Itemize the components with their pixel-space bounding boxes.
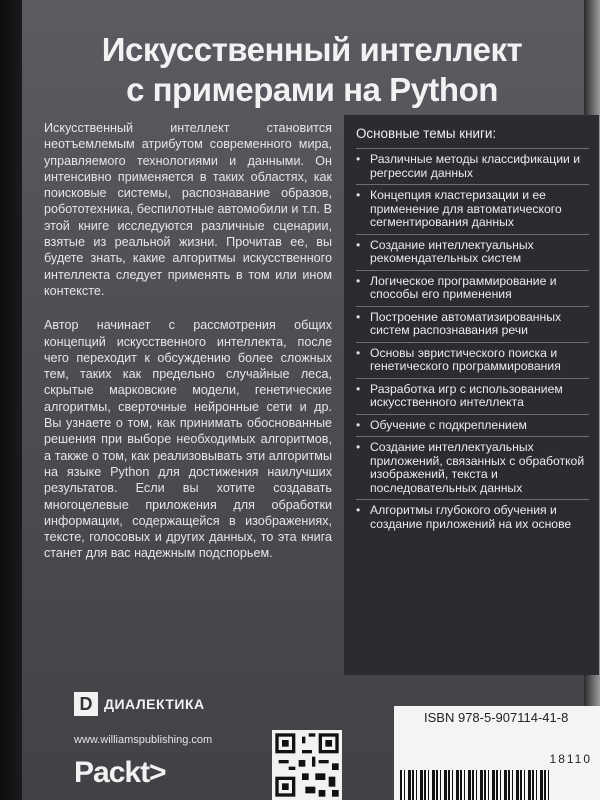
bullet-icon: • bbox=[356, 440, 361, 454]
bullet-icon: • bbox=[356, 273, 361, 288]
bullet-icon: • bbox=[356, 345, 361, 360]
topic-label: Концепция кластеризации и ее применение для автоматического сегментирования данных bbox=[370, 188, 562, 229]
topic-label: Различные методы классификации и регрессии данных bbox=[370, 152, 581, 180]
isbn-number: ISBN 978-5-907114-41-8 bbox=[424, 710, 569, 725]
topic-item bbox=[356, 378, 589, 414]
book-spine-shadow bbox=[0, 0, 22, 800]
topic-item bbox=[356, 436, 589, 499]
topics-heading: Основные темы книги: bbox=[356, 126, 497, 141]
description-paragraph-1: Искусственный интеллект становится неотъемлемым атрибутом современного мира, управляемого технологиями и данными. Он интенсивно применяется в таких областях, как поисковые системы, распознавание образов, робототехника, беспилотные автомобили и т.п. В этой книге исследуются различные сценарии, взятые из реальной жизни. Прочитав ее, вы будете знать, какие алгоритмы искусственного интеллекта следует применять в том или ином контексте. bbox=[44, 121, 332, 298]
book-title-line-1: Искусственный интеллект bbox=[101, 31, 523, 68]
book-back-cover bbox=[22, 0, 592, 800]
topic-item bbox=[356, 414, 589, 437]
topic-label: Алгоритмы глубокого обучения и создание приложений на их основе bbox=[370, 503, 572, 531]
publisher-footer bbox=[44, 678, 600, 800]
qr-code-icon bbox=[272, 730, 342, 800]
dialektika-logo-text: ДИАЛЕКТИКА bbox=[104, 696, 205, 712]
price-code: 18110 bbox=[549, 752, 592, 766]
packt-logo: Packt> bbox=[74, 756, 166, 789]
bullet-icon: • bbox=[356, 381, 361, 396]
topic-label: Разработка игр с использованием искусственного интеллекта bbox=[370, 381, 563, 409]
topic-label: Основы эвристического поиска и генетического программирования bbox=[370, 345, 561, 373]
topic-item bbox=[356, 234, 589, 270]
publisher-website: www.williamspublishing.com bbox=[74, 734, 213, 746]
topic-item bbox=[356, 184, 589, 234]
topic-item bbox=[356, 499, 589, 535]
topic-item bbox=[356, 270, 589, 306]
topic-label: Создание интеллектуальных рекомендательных систем bbox=[370, 237, 534, 265]
topic-item bbox=[356, 342, 589, 378]
bullet-icon: • bbox=[356, 237, 361, 252]
topic-item bbox=[356, 306, 589, 342]
bullet-icon: • bbox=[356, 188, 361, 202]
book-title-line-2: с примерами на Python bbox=[126, 71, 498, 108]
isbn-barcode-panel bbox=[394, 706, 600, 800]
book-description bbox=[44, 120, 332, 580]
topic-label: Логическое программирование и способы его применения bbox=[370, 273, 557, 301]
topics-panel bbox=[344, 115, 599, 675]
dialektika-logo bbox=[74, 692, 205, 716]
book-title bbox=[52, 30, 572, 110]
description-paragraph-2: Автор начинает с рассмотрения общих концепций искусственного интеллекта, после чего переходит к обсуждению более сложных тем, таких как предельно случайные леса, скрытые марковские модели, генетические алгоритмы, сверточные нейронные сети и др. Вы узнаете о том, как принимать обоснованные решения при выборе необходимых алгоритмов, а также о том, как реализовывать эти алгоритмы на языке Python для достижения наилучших результатов. Если вы хотите создавать многоцелевые приложения для обработки информации, содержащейся в изображениях, тексте, голосовых и других данных, то эта книга станет для вас надежным подспорьем. bbox=[44, 318, 332, 561]
bullet-icon: • bbox=[356, 503, 361, 517]
barcode-icon bbox=[400, 770, 550, 800]
topic-label: Построение автоматизированных систем распознавания речи bbox=[370, 309, 562, 337]
topic-item bbox=[356, 148, 589, 184]
bullet-icon: • bbox=[356, 152, 361, 166]
dialektika-logo-mark: D bbox=[74, 692, 98, 716]
bullet-icon: • bbox=[356, 417, 361, 432]
topic-label: Обучение с подкреплением bbox=[370, 417, 527, 432]
bullet-icon: • bbox=[356, 309, 361, 324]
topic-label: Создание интеллектуальных приложений, связанных с обработкой изображений, текста и последовательных данных bbox=[370, 440, 585, 495]
